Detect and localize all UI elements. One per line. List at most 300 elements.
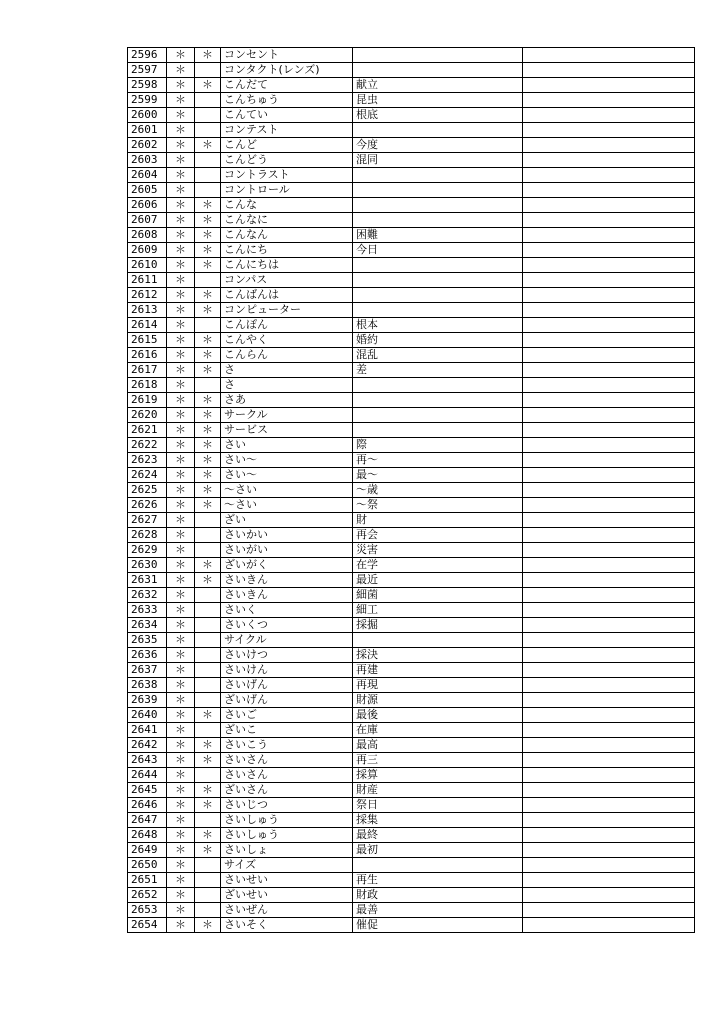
core-mark-cell — [195, 168, 221, 183]
row-number-cell: 2625 — [128, 483, 167, 498]
empty-cell — [523, 423, 695, 438]
row-number-cell: 2616 — [128, 348, 167, 363]
table-row — [128, 303, 695, 318]
row-number-cell: 2637 — [128, 663, 167, 678]
row-number-cell: 2624 — [128, 468, 167, 483]
level-mark-cell: ＊ — [167, 138, 195, 153]
reading-cell: さいきん — [221, 573, 353, 588]
row-number-cell: 2607 — [128, 213, 167, 228]
kanji-cell — [353, 168, 523, 183]
reading-cell: さいそく — [221, 918, 353, 933]
empty-cell — [523, 798, 695, 813]
reading-cell: コントロール — [221, 183, 353, 198]
level-mark-cell: ＊ — [167, 318, 195, 333]
kanji-cell: 最終 — [353, 828, 523, 843]
table-row — [128, 753, 695, 768]
core-mark-cell — [195, 603, 221, 618]
empty-cell — [523, 603, 695, 618]
level-mark-cell: ＊ — [167, 873, 195, 888]
row-number-cell: 2599 — [128, 93, 167, 108]
row-number-cell: 2617 — [128, 363, 167, 378]
reading-cell: さいがい — [221, 543, 353, 558]
level-mark-cell: ＊ — [167, 558, 195, 573]
row-number-cell: 2636 — [128, 648, 167, 663]
empty-cell — [523, 78, 695, 93]
core-mark-cell: ＊ — [195, 558, 221, 573]
row-number-cell: 2638 — [128, 678, 167, 693]
core-mark-cell — [195, 873, 221, 888]
kanji-cell: 際 — [353, 438, 523, 453]
level-mark-cell: ＊ — [167, 723, 195, 738]
reading-cell: コンパス — [221, 273, 353, 288]
table-row — [128, 888, 695, 903]
row-number-cell: 2612 — [128, 288, 167, 303]
core-mark-cell: ＊ — [195, 753, 221, 768]
reading-cell: さいせい — [221, 873, 353, 888]
empty-cell — [523, 858, 695, 873]
empty-cell — [523, 843, 695, 858]
kanji-cell: 再会 — [353, 528, 523, 543]
empty-cell — [523, 348, 695, 363]
core-mark-cell: ＊ — [195, 828, 221, 843]
reading-cell: こんにちは — [221, 258, 353, 273]
kanji-cell: 財 — [353, 513, 523, 528]
core-mark-cell — [195, 543, 221, 558]
kanji-cell — [353, 48, 523, 63]
kanji-cell: 最後 — [353, 708, 523, 723]
core-mark-cell: ＊ — [195, 78, 221, 93]
table-row — [128, 438, 695, 453]
table-row — [128, 138, 695, 153]
reading-cell: さいく — [221, 603, 353, 618]
core-mark-cell — [195, 903, 221, 918]
kanji-cell: 採決 — [353, 648, 523, 663]
kanji-cell — [353, 213, 523, 228]
empty-cell — [523, 813, 695, 828]
row-number-cell: 2622 — [128, 438, 167, 453]
core-mark-cell: ＊ — [195, 468, 221, 483]
reading-cell: さ — [221, 378, 353, 393]
row-number-cell: 2621 — [128, 423, 167, 438]
core-mark-cell: ＊ — [195, 408, 221, 423]
reading-cell: こんだて — [221, 78, 353, 93]
table-row — [128, 768, 695, 783]
level-mark-cell: ＊ — [167, 768, 195, 783]
core-mark-cell — [195, 513, 221, 528]
reading-cell: コンテスト — [221, 123, 353, 138]
level-mark-cell: ＊ — [167, 453, 195, 468]
reading-cell: さいきん — [221, 588, 353, 603]
table-row — [128, 858, 695, 873]
table-row — [128, 708, 695, 723]
reading-cell: こんど — [221, 138, 353, 153]
level-mark-cell: ＊ — [167, 243, 195, 258]
reading-cell: ざいげん — [221, 693, 353, 708]
table-row — [128, 93, 695, 108]
row-number-cell: 2623 — [128, 453, 167, 468]
table-row — [128, 903, 695, 918]
empty-cell — [523, 573, 695, 588]
empty-cell — [523, 108, 695, 123]
kanji-cell: 最善 — [353, 903, 523, 918]
table-row — [128, 333, 695, 348]
core-mark-cell: ＊ — [195, 348, 221, 363]
table-row — [128, 798, 695, 813]
level-mark-cell: ＊ — [167, 648, 195, 663]
kanji-cell — [353, 123, 523, 138]
core-mark-cell: ＊ — [195, 918, 221, 933]
row-number-cell: 2605 — [128, 183, 167, 198]
row-number-cell: 2644 — [128, 768, 167, 783]
level-mark-cell: ＊ — [167, 783, 195, 798]
row-number-cell: 2606 — [128, 198, 167, 213]
table-row — [128, 468, 695, 483]
row-number-cell: 2652 — [128, 888, 167, 903]
row-number-cell: 2634 — [128, 618, 167, 633]
core-mark-cell: ＊ — [195, 48, 221, 63]
table-row — [128, 228, 695, 243]
row-number-cell: 2620 — [128, 408, 167, 423]
level-mark-cell: ＊ — [167, 828, 195, 843]
reading-cell: ざいがく — [221, 558, 353, 573]
row-number-cell: 2627 — [128, 513, 167, 528]
kanji-cell: 災害 — [353, 543, 523, 558]
reading-cell: サイクル — [221, 633, 353, 648]
table-row — [128, 783, 695, 798]
reading-cell: コントラスト — [221, 168, 353, 183]
empty-cell — [523, 138, 695, 153]
row-number-cell: 2618 — [128, 378, 167, 393]
empty-cell — [523, 468, 695, 483]
kanji-cell — [353, 288, 523, 303]
empty-cell — [523, 228, 695, 243]
kanji-cell: 今日 — [353, 243, 523, 258]
level-mark-cell: ＊ — [167, 468, 195, 483]
row-number-cell: 2613 — [128, 303, 167, 318]
empty-cell — [523, 93, 695, 108]
kanji-cell — [353, 408, 523, 423]
level-mark-cell: ＊ — [167, 528, 195, 543]
level-mark-cell: ＊ — [167, 213, 195, 228]
empty-cell — [523, 903, 695, 918]
empty-cell — [523, 693, 695, 708]
reading-cell: サークル — [221, 408, 353, 423]
empty-cell — [523, 528, 695, 543]
row-number-cell: 2628 — [128, 528, 167, 543]
table-row — [128, 183, 695, 198]
core-mark-cell — [195, 723, 221, 738]
reading-cell: さいけん — [221, 663, 353, 678]
level-mark-cell: ＊ — [167, 168, 195, 183]
reading-cell: ～さい — [221, 483, 353, 498]
kanji-cell: 昆虫 — [353, 93, 523, 108]
table-row — [128, 873, 695, 888]
kanji-cell: 再～ — [353, 453, 523, 468]
table-row — [128, 663, 695, 678]
core-mark-cell — [195, 108, 221, 123]
core-mark-cell — [195, 768, 221, 783]
table-body — [128, 48, 695, 933]
core-mark-cell: ＊ — [195, 333, 221, 348]
table-row — [128, 273, 695, 288]
row-number-cell: 2629 — [128, 543, 167, 558]
reading-cell: こんばんは — [221, 288, 353, 303]
level-mark-cell: ＊ — [167, 183, 195, 198]
row-number-cell: 2653 — [128, 903, 167, 918]
kanji-cell: 祭日 — [353, 798, 523, 813]
reading-cell: さいぜん — [221, 903, 353, 918]
level-mark-cell: ＊ — [167, 153, 195, 168]
kanji-cell: 今度 — [353, 138, 523, 153]
core-mark-cell: ＊ — [195, 423, 221, 438]
kanji-cell: 献立 — [353, 78, 523, 93]
table-row — [128, 828, 695, 843]
row-number-cell: 2601 — [128, 123, 167, 138]
kanji-cell: 催促 — [353, 918, 523, 933]
row-number-cell: 2602 — [128, 138, 167, 153]
row-number-cell: 2619 — [128, 393, 167, 408]
empty-cell — [523, 768, 695, 783]
reading-cell: さい — [221, 438, 353, 453]
table-row — [128, 198, 695, 213]
kanji-cell: 差 — [353, 363, 523, 378]
reading-cell: こんどう — [221, 153, 353, 168]
vocabulary-table — [127, 47, 695, 933]
empty-cell — [523, 783, 695, 798]
empty-cell — [523, 288, 695, 303]
core-mark-cell: ＊ — [195, 843, 221, 858]
empty-cell — [523, 738, 695, 753]
core-mark-cell — [195, 93, 221, 108]
table-row — [128, 363, 695, 378]
level-mark-cell: ＊ — [167, 753, 195, 768]
level-mark-cell: ＊ — [167, 738, 195, 753]
row-number-cell: 2643 — [128, 753, 167, 768]
core-mark-cell: ＊ — [195, 483, 221, 498]
reading-cell: こんてい — [221, 108, 353, 123]
level-mark-cell: ＊ — [167, 633, 195, 648]
level-mark-cell: ＊ — [167, 498, 195, 513]
core-mark-cell: ＊ — [195, 708, 221, 723]
table-row — [128, 288, 695, 303]
core-mark-cell — [195, 318, 221, 333]
empty-cell — [523, 678, 695, 693]
core-mark-cell — [195, 378, 221, 393]
table-row — [128, 348, 695, 363]
row-number-cell: 2631 — [128, 573, 167, 588]
empty-cell — [523, 48, 695, 63]
table-row — [128, 153, 695, 168]
reading-cell: さいげん — [221, 678, 353, 693]
level-mark-cell: ＊ — [167, 603, 195, 618]
core-mark-cell — [195, 273, 221, 288]
kanji-cell — [353, 633, 523, 648]
empty-cell — [523, 558, 695, 573]
empty-cell — [523, 633, 695, 648]
row-number-cell: 2609 — [128, 243, 167, 258]
level-mark-cell: ＊ — [167, 513, 195, 528]
reading-cell: さいこう — [221, 738, 353, 753]
empty-cell — [523, 378, 695, 393]
table-row — [128, 378, 695, 393]
level-mark-cell: ＊ — [167, 663, 195, 678]
table-row — [128, 603, 695, 618]
row-number-cell: 2600 — [128, 108, 167, 123]
level-mark-cell: ＊ — [167, 108, 195, 123]
row-number-cell: 2654 — [128, 918, 167, 933]
row-number-cell: 2651 — [128, 873, 167, 888]
table-row — [128, 918, 695, 933]
row-number-cell: 2611 — [128, 273, 167, 288]
empty-cell — [523, 258, 695, 273]
table-row — [128, 558, 695, 573]
level-mark-cell: ＊ — [167, 888, 195, 903]
core-mark-cell — [195, 693, 221, 708]
kanji-cell: 最高 — [353, 738, 523, 753]
row-number-cell: 2633 — [128, 603, 167, 618]
core-mark-cell: ＊ — [195, 303, 221, 318]
table-row — [128, 408, 695, 423]
level-mark-cell: ＊ — [167, 273, 195, 288]
core-mark-cell: ＊ — [195, 738, 221, 753]
row-number-cell: 2626 — [128, 498, 167, 513]
kanji-cell: 採集 — [353, 813, 523, 828]
reading-cell: こんな — [221, 198, 353, 213]
table-row — [128, 573, 695, 588]
level-mark-cell: ＊ — [167, 78, 195, 93]
empty-cell — [523, 483, 695, 498]
kanji-cell — [353, 423, 523, 438]
level-mark-cell: ＊ — [167, 303, 195, 318]
empty-cell — [523, 168, 695, 183]
level-mark-cell: ＊ — [167, 288, 195, 303]
kanji-cell: 細菌 — [353, 588, 523, 603]
core-mark-cell: ＊ — [195, 288, 221, 303]
table-row — [128, 693, 695, 708]
level-mark-cell: ＊ — [167, 858, 195, 873]
level-mark-cell: ＊ — [167, 408, 195, 423]
table-row — [128, 483, 695, 498]
kanji-cell: 採掘 — [353, 618, 523, 633]
row-number-cell: 2610 — [128, 258, 167, 273]
empty-cell — [523, 63, 695, 78]
level-mark-cell: ＊ — [167, 363, 195, 378]
core-mark-cell — [195, 618, 221, 633]
level-mark-cell: ＊ — [167, 333, 195, 348]
empty-cell — [523, 648, 695, 663]
empty-cell — [523, 243, 695, 258]
empty-cell — [523, 753, 695, 768]
level-mark-cell: ＊ — [167, 903, 195, 918]
core-mark-cell: ＊ — [195, 393, 221, 408]
level-mark-cell: ＊ — [167, 423, 195, 438]
empty-cell — [523, 363, 695, 378]
level-mark-cell: ＊ — [167, 483, 195, 498]
table-row — [128, 528, 695, 543]
row-number-cell: 2635 — [128, 633, 167, 648]
reading-cell: さいくつ — [221, 618, 353, 633]
empty-cell — [523, 723, 695, 738]
empty-cell — [523, 618, 695, 633]
reading-cell: さいかい — [221, 528, 353, 543]
core-mark-cell — [195, 588, 221, 603]
empty-cell — [523, 918, 695, 933]
empty-cell — [523, 708, 695, 723]
table-row — [128, 123, 695, 138]
empty-cell — [523, 828, 695, 843]
kanji-cell: 最近 — [353, 573, 523, 588]
core-mark-cell: ＊ — [195, 438, 221, 453]
level-mark-cell: ＊ — [167, 123, 195, 138]
level-mark-cell: ＊ — [167, 48, 195, 63]
table-row — [128, 168, 695, 183]
reading-cell: ～さい — [221, 498, 353, 513]
reading-cell: さいけつ — [221, 648, 353, 663]
level-mark-cell: ＊ — [167, 393, 195, 408]
core-mark-cell — [195, 528, 221, 543]
empty-cell — [523, 453, 695, 468]
reading-cell: こんにち — [221, 243, 353, 258]
table-row — [128, 678, 695, 693]
reading-cell: さいしゅう — [221, 813, 353, 828]
kanji-cell: 混同 — [353, 153, 523, 168]
core-mark-cell: ＊ — [195, 213, 221, 228]
table-row — [128, 318, 695, 333]
kanji-cell: 最初 — [353, 843, 523, 858]
empty-cell — [523, 438, 695, 453]
level-mark-cell: ＊ — [167, 798, 195, 813]
core-mark-cell — [195, 63, 221, 78]
kanji-cell: 在学 — [353, 558, 523, 573]
level-mark-cell: ＊ — [167, 618, 195, 633]
reading-cell: ざいせい — [221, 888, 353, 903]
table-row — [128, 63, 695, 78]
row-number-cell: 2615 — [128, 333, 167, 348]
core-mark-cell: ＊ — [195, 198, 221, 213]
kanji-cell — [353, 63, 523, 78]
empty-cell — [523, 198, 695, 213]
reading-cell: さいさん — [221, 753, 353, 768]
table-row — [128, 618, 695, 633]
row-number-cell: 2646 — [128, 798, 167, 813]
table-row — [128, 108, 695, 123]
level-mark-cell: ＊ — [167, 348, 195, 363]
level-mark-cell: ＊ — [167, 708, 195, 723]
kanji-cell: 婚約 — [353, 333, 523, 348]
core-mark-cell: ＊ — [195, 243, 221, 258]
table-row — [128, 243, 695, 258]
kanji-cell: 再建 — [353, 663, 523, 678]
core-mark-cell: ＊ — [195, 138, 221, 153]
table-row — [128, 813, 695, 828]
reading-cell: さい～ — [221, 468, 353, 483]
core-mark-cell: ＊ — [195, 228, 221, 243]
reading-cell: こんやく — [221, 333, 353, 348]
empty-cell — [523, 663, 695, 678]
level-mark-cell: ＊ — [167, 258, 195, 273]
kanji-cell: 再生 — [353, 873, 523, 888]
table-row — [128, 498, 695, 513]
row-number-cell: 2597 — [128, 63, 167, 78]
reading-cell: さ — [221, 363, 353, 378]
empty-cell — [523, 273, 695, 288]
level-mark-cell: ＊ — [167, 813, 195, 828]
empty-cell — [523, 873, 695, 888]
core-mark-cell: ＊ — [195, 258, 221, 273]
kanji-cell: 最～ — [353, 468, 523, 483]
row-number-cell: 2640 — [128, 708, 167, 723]
level-mark-cell: ＊ — [167, 93, 195, 108]
